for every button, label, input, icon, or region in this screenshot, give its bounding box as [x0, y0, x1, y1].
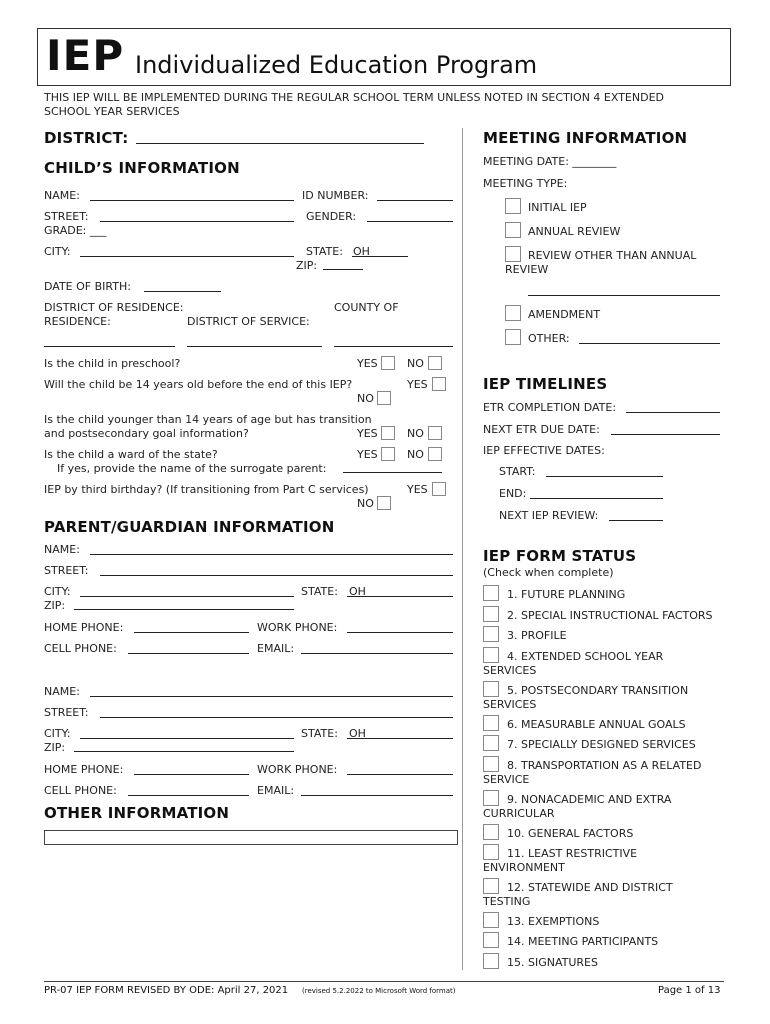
- title-abbr: IEP: [46, 31, 125, 80]
- q-transition-1: Is the child younger than 14 years of age but has transition: [44, 413, 372, 426]
- status-item-checkbox[interactable]: [483, 912, 499, 928]
- parent2-state-field[interactable]: [347, 738, 453, 739]
- status-item-label-cont: SERVICES: [483, 664, 537, 677]
- parent1-zip-label: ZIP:: [44, 599, 66, 612]
- parent1-work-phone-label: WORK PHONE:: [257, 621, 338, 634]
- timelines-heading: IEP TIMELINES: [483, 375, 608, 393]
- parent1-work-phone-field[interactable]: [347, 632, 453, 633]
- q-third-birthday-no-label: NO: [357, 497, 374, 510]
- parent2-name-label: NAME:: [44, 685, 80, 698]
- child-dob-field[interactable]: [144, 291, 221, 292]
- q-ward-yes-checkbox[interactable]: [381, 447, 395, 461]
- q-ward-no-label: NO: [407, 448, 424, 461]
- q-fourteen-yes-checkbox[interactable]: [432, 377, 446, 391]
- parent1-zip-field[interactable]: [74, 609, 294, 610]
- parent1-name-label: NAME:: [44, 543, 80, 556]
- status-item-checkbox[interactable]: [483, 824, 499, 840]
- status-item-checkbox[interactable]: [483, 790, 499, 806]
- parent2-work-phone-field[interactable]: [347, 774, 453, 775]
- q-preschool-yes-label: YES: [357, 357, 378, 370]
- status-item-checkbox[interactable]: [483, 756, 499, 772]
- parent2-home-phone-field[interactable]: [134, 774, 249, 775]
- q-ward: Is the child a ward of the state?: [44, 448, 218, 461]
- child-dob-label: DATE OF BIRTH:: [44, 280, 131, 293]
- next-review-field[interactable]: [609, 520, 663, 521]
- status-item-label: 7. SPECIALLY DESIGNED SERVICES: [507, 738, 696, 751]
- meeting-review-other-field[interactable]: [528, 295, 720, 296]
- parent1-home-phone-label: HOME PHONE:: [44, 621, 124, 634]
- footer-divider: [44, 981, 724, 982]
- child-grade-label[interactable]: GRADE: ___: [44, 224, 107, 237]
- district-label: DISTRICT:: [44, 129, 129, 147]
- q-third-birthday-yes-label: YES: [407, 483, 428, 496]
- status-item-label: 4. EXTENDED SCHOOL YEAR: [507, 650, 664, 663]
- status-heading: IEP FORM STATUS: [483, 547, 637, 565]
- parent1-state-field[interactable]: [347, 596, 453, 597]
- q-surrogate: If yes, provide the name of the surrogate parent:: [57, 462, 327, 475]
- status-item-label: 1. FUTURE PLANNING: [507, 588, 626, 601]
- meeting-review-other-label: REVIEW OTHER THAN ANNUAL: [528, 249, 697, 262]
- q-transition-yes-label: YES: [357, 427, 378, 440]
- meeting-review-other-label-2: REVIEW: [505, 263, 549, 276]
- child-state-field[interactable]: [352, 256, 408, 257]
- meeting-initial-label: INITIAL IEP: [528, 201, 587, 214]
- parent2-state-label: STATE:: [301, 727, 338, 740]
- q-fourteen-no-checkbox[interactable]: [377, 391, 391, 405]
- status-item-label: 13. EXEMPTIONS: [507, 915, 600, 928]
- meeting-heading: MEETING INFORMATION: [483, 129, 688, 147]
- meeting-other-field[interactable]: [579, 343, 720, 344]
- status-subheading: (Check when complete): [483, 566, 614, 579]
- parent1-street-field[interactable]: [100, 575, 453, 576]
- meeting-amendment-checkbox[interactable]: [505, 305, 521, 321]
- q-transition-no-checkbox[interactable]: [428, 426, 442, 440]
- footer-revised: (revised 5.2.2022 to Microsoft Word format): [302, 987, 456, 995]
- parent2-street-field[interactable]: [100, 717, 453, 718]
- parent1-street-label: STREET:: [44, 564, 89, 577]
- meeting-date[interactable]: MEETING DATE: ________: [483, 155, 617, 168]
- status-item-checkbox[interactable]: [483, 878, 499, 894]
- footer-page: Page 1 of 13: [658, 985, 721, 996]
- status-item-label: 11. LEAST RESTRICTIVE: [507, 847, 638, 860]
- parent2-cell-phone-label: CELL PHONE:: [44, 784, 117, 797]
- status-item-label: 8. TRANSPORTATION AS A RELATED: [507, 759, 702, 772]
- service-field[interactable]: [187, 346, 322, 347]
- parent1-city-field[interactable]: [80, 596, 294, 597]
- q-fourteen-yes-label: YES: [407, 378, 428, 391]
- end-label: END:: [499, 487, 527, 500]
- parent2-street-label: STREET:: [44, 706, 89, 719]
- meeting-type-label: MEETING TYPE:: [483, 177, 568, 190]
- status-item-checkbox[interactable]: [483, 844, 499, 860]
- child-zip-label: ZIP:: [296, 259, 318, 272]
- q-ward-no-checkbox[interactable]: [428, 447, 442, 461]
- residence-label-1: DISTRICT OF RESIDENCE:: [44, 301, 184, 314]
- status-item-checkbox[interactable]: [483, 606, 499, 622]
- status-item-label: 10. GENERAL FACTORS: [507, 827, 634, 840]
- status-item-checkbox[interactable]: [483, 953, 499, 969]
- parent2-city-label: CITY:: [44, 727, 71, 740]
- child-street-label: STREET:: [44, 210, 89, 223]
- parent2-name-field[interactable]: [90, 696, 453, 697]
- notice-line-2: SCHOOL YEAR SERVICES: [44, 105, 180, 118]
- child-zip-field[interactable]: [323, 269, 363, 270]
- parent2-work-phone-label: WORK PHONE:: [257, 763, 338, 776]
- meeting-review-other-checkbox[interactable]: [505, 246, 521, 262]
- service-label: DISTRICT OF SERVICE:: [187, 315, 310, 328]
- child-gender-label: GENDER:: [306, 210, 357, 223]
- parent1-state-label: STATE:: [301, 585, 338, 598]
- parent-heading: PARENT/GUARDIAN INFORMATION: [44, 518, 335, 536]
- meeting-initial-checkbox[interactable]: [505, 198, 521, 214]
- q-preschool-yes-checkbox[interactable]: [381, 356, 395, 370]
- status-item-label: 15. SIGNATURES: [507, 956, 598, 969]
- parent2-home-phone-label: HOME PHONE:: [44, 763, 124, 776]
- status-item-label: 6. MEASURABLE ANNUAL GOALS: [507, 718, 686, 731]
- parent2-city-field[interactable]: [80, 738, 294, 739]
- parent2-cell-phone-field[interactable]: [128, 795, 249, 796]
- parent2-state-value[interactable]: OH: [349, 727, 366, 740]
- county-field[interactable]: [334, 346, 453, 347]
- status-item-label: 2. SPECIAL INSTRUCTIONAL FACTORS: [507, 609, 713, 622]
- child-id-label: ID NUMBER:: [302, 189, 369, 202]
- other-info-field[interactable]: [44, 830, 458, 845]
- other-info-heading: OTHER INFORMATION: [44, 804, 230, 822]
- status-item-label: 3. PROFILE: [507, 629, 567, 642]
- parent1-state-value[interactable]: OH: [349, 585, 366, 598]
- q-preschool-no-label: NO: [407, 357, 424, 370]
- residence-field[interactable]: [44, 346, 175, 347]
- status-item-label: 5. POSTSECONDARY TRANSITION: [507, 684, 689, 697]
- effective-dates-label: IEP EFFECTIVE DATES:: [483, 444, 605, 457]
- q-transition-no-label: NO: [407, 427, 424, 440]
- child-state-label: STATE:: [306, 245, 343, 258]
- child-street-field[interactable]: [100, 221, 294, 222]
- status-item-checkbox[interactable]: [483, 932, 499, 948]
- meeting-annual-label: ANNUAL REVIEW: [528, 225, 621, 238]
- q-fourteen: Will the child be 14 years old before the end of this IEP?: [44, 378, 353, 391]
- status-item-label: 9. NONACADEMIC AND EXTRA: [507, 793, 672, 806]
- status-item-label: 12. STATEWIDE AND DISTRICT: [507, 881, 673, 894]
- parent1-cell-phone-field[interactable]: [128, 653, 249, 654]
- child-name-label: NAME:: [44, 189, 80, 202]
- q-preschool-no-checkbox[interactable]: [428, 356, 442, 370]
- child-name-field[interactable]: [90, 200, 294, 201]
- notice-line-1: THIS IEP WILL BE IMPLEMENTED DURING THE REGULAR SCHOOL TERM UNLESS NOTED IN SECTION 4 EXTENDED: [44, 91, 664, 104]
- footer-form: PR-07 IEP FORM REVISED BY ODE: April 27, 2021: [44, 985, 289, 996]
- parent1-name-field[interactable]: [90, 554, 453, 555]
- status-item-checkbox[interactable]: [483, 585, 499, 601]
- q-third-birthday-no-checkbox[interactable]: [377, 496, 391, 510]
- parent2-email-field[interactable]: [301, 795, 453, 796]
- status-item-label-cont: CURRICULAR: [483, 807, 555, 820]
- status-item-label-cont: TESTING: [483, 895, 531, 908]
- parent1-email-field[interactable]: [301, 653, 453, 654]
- parent1-home-phone-field[interactable]: [134, 632, 249, 633]
- status-item-checkbox[interactable]: [483, 626, 499, 642]
- q-third-birthday: IEP by third birthday? (If transitioning from Part C services): [44, 483, 369, 496]
- q-fourteen-no-label: NO: [357, 392, 374, 405]
- q-third-birthday-yes-checkbox[interactable]: [432, 482, 446, 496]
- child-city-label: CITY:: [44, 245, 71, 258]
- child-info-heading: CHILD’S INFORMATION: [44, 159, 240, 177]
- next-etr-label: NEXT ETR DUE DATE:: [483, 423, 600, 436]
- district-field[interactable]: [136, 143, 424, 144]
- status-item-checkbox[interactable]: [483, 715, 499, 731]
- q-transition-2: and postsecondary goal information?: [44, 427, 249, 440]
- status-item-label-cont: ENVIRONMENT: [483, 861, 565, 874]
- title-full: Individualized Education Program: [135, 51, 538, 79]
- meeting-amendment-label: AMENDMENT: [528, 308, 601, 321]
- residence-label-2: RESIDENCE:: [44, 315, 111, 328]
- status-item-label-cont: SERVICES: [483, 698, 537, 711]
- child-gender-field[interactable]: [367, 221, 453, 222]
- start-field[interactable]: [546, 476, 663, 477]
- status-item-label-cont: SERVICE: [483, 773, 530, 786]
- next-etr-field[interactable]: [611, 434, 720, 435]
- next-review-label: NEXT IEP REVIEW:: [499, 509, 599, 522]
- surrogate-field[interactable]: [343, 472, 442, 473]
- parent2-zip-field[interactable]: [74, 751, 294, 752]
- child-city-field[interactable]: [80, 256, 294, 257]
- parent2-email-label: EMAIL:: [257, 784, 295, 797]
- child-id-field[interactable]: [377, 200, 453, 201]
- end-field[interactable]: [530, 498, 663, 499]
- etr-label: ETR COMPLETION DATE:: [483, 401, 617, 414]
- parent1-email-label: EMAIL:: [257, 642, 295, 655]
- meeting-other-label: OTHER:: [528, 332, 570, 345]
- parent2-zip-label: ZIP:: [44, 741, 66, 754]
- child-state-value[interactable]: OH: [353, 245, 370, 258]
- status-item-checkbox[interactable]: [483, 735, 499, 751]
- county-of-label: COUNTY OF: [334, 301, 399, 314]
- column-divider: [462, 128, 463, 970]
- status-item-checkbox[interactable]: [483, 681, 499, 697]
- title-box: [37, 28, 731, 86]
- parent1-city-label: CITY:: [44, 585, 71, 598]
- parent1-cell-phone-label: CELL PHONE:: [44, 642, 117, 655]
- status-item-label: 14. MEETING PARTICIPANTS: [507, 935, 659, 948]
- etr-field[interactable]: [626, 412, 720, 413]
- meeting-other-checkbox[interactable]: [505, 329, 521, 345]
- start-label: START:: [499, 465, 536, 478]
- q-transition-yes-checkbox[interactable]: [381, 426, 395, 440]
- q-ward-yes-label: YES: [357, 448, 378, 461]
- meeting-annual-checkbox[interactable]: [505, 222, 521, 238]
- q-preschool: Is the child in preschool?: [44, 357, 181, 370]
- status-item-checkbox[interactable]: [483, 647, 499, 663]
